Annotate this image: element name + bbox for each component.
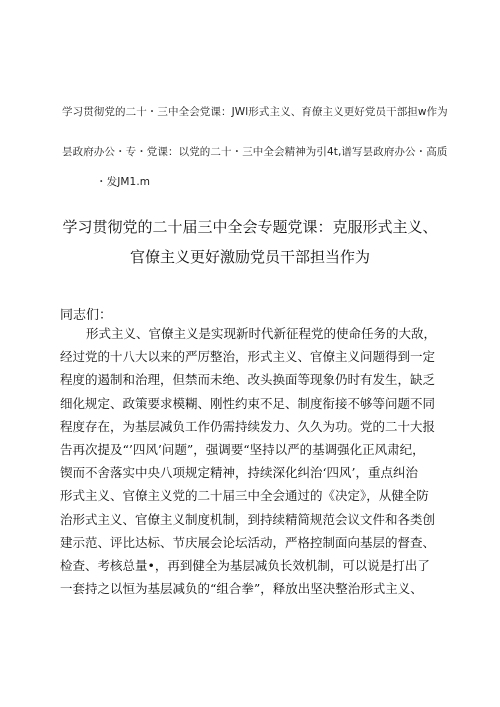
body-line: 形式主义、官僚主义党的二十届三中全会通过的《决定》，从健全防 bbox=[60, 488, 429, 504]
body-line: 建示范、评比达标、节庆展会论坛活动，严格控制面向基层的督查、 bbox=[60, 534, 436, 550]
toc-entry-1[interactable]: 学习贯彻党的二十・三中全会党课：JWl形式主义、育僚主义更好党员干部担w作为 bbox=[62, 106, 448, 118]
body-line: 一套持之以恒为基层减负的“组合拳”，释放出坚决整治形式主义、 bbox=[60, 581, 423, 597]
body-line: 经过党的十八大以来的严厉整治，形式主义、官僚主义问题得到一定 bbox=[60, 349, 436, 365]
body-line: 治形式主义、官僚主义制度机制，到持续精简规范会议文件和各类创 bbox=[60, 511, 436, 527]
body-line: 程度存在，为基层减负工作仍需持续发力、久久为功。党的二十大报 bbox=[60, 418, 436, 434]
salutation: 同志们： bbox=[60, 308, 113, 323]
toc-entry-2[interactable]: 昙政府办公・专・党课：以党的二十・三中全会精神为引4t,谱写昙政府办公・高质 bbox=[62, 146, 448, 158]
document-title-line-1: 学习贯彻党的二十届三中全会专题党课：克服形式主义、 bbox=[62, 218, 438, 236]
document-title-line-2: 官僚主义更好激励党员干部担当作为 bbox=[129, 248, 370, 266]
toc-entry-2-continued[interactable]: ・发JM1.m bbox=[96, 176, 151, 188]
body-line: 检查、考核总量•，再到健全为基层减负长效机制，可以说是打出了 bbox=[60, 557, 430, 573]
body-paragraph bbox=[60, 322, 440, 600]
body-line: 程度的遏制和治理，但禁而未绝、改头换面等现象仍时有发生，缺乏 bbox=[60, 372, 436, 388]
body-line: 锲而不舍落实中央八项规定精神，持续深化纠治‘四风’，重点纠治 bbox=[60, 465, 418, 481]
body-line: 告再次提及“’四风’问题”，强调要“坚持以严的基调强化正风肃纪， bbox=[60, 441, 425, 457]
body-line: 细化规定、政策要求模糊、刚性约束不足、制度衔接不够等问题不同 bbox=[60, 395, 436, 411]
body-line: 形式主义、官僚主义是实现新时代新征程党的使命任务的大敌， bbox=[86, 326, 437, 341]
